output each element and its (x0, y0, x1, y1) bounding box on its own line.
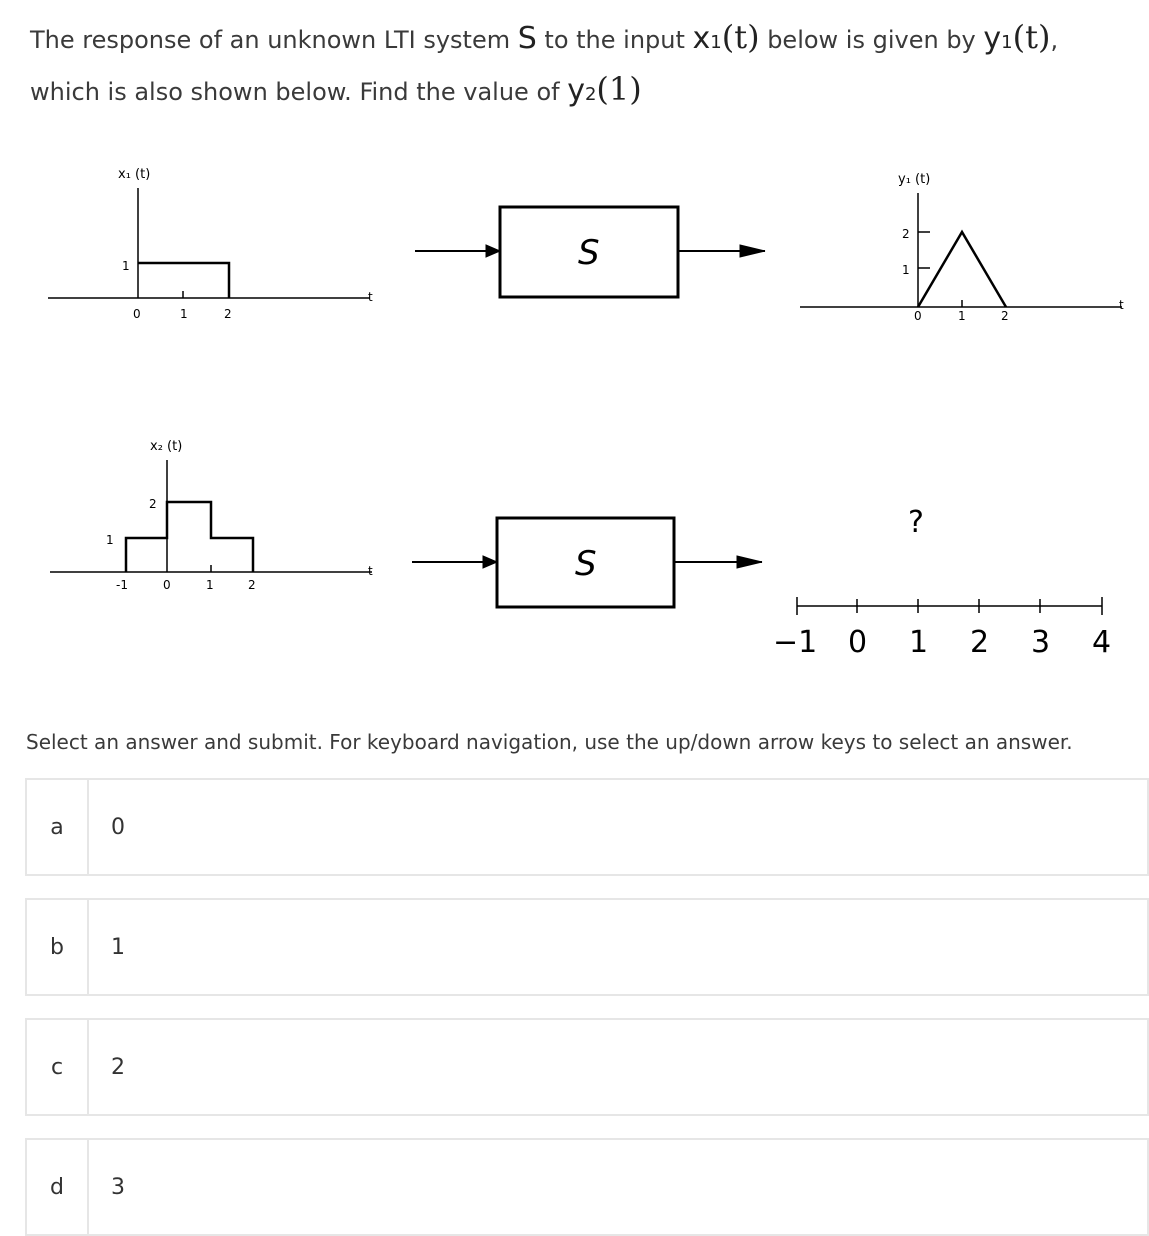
x1-symbol: x (692, 21, 711, 56)
x1-argument: (t) (721, 18, 760, 56)
y2-axis-tick-1: 1 (909, 625, 929, 660)
y2-axis-tick-4: 4 (1092, 625, 1112, 660)
top-system-label: S (578, 233, 600, 273)
option-letter: b (27, 900, 89, 994)
y2-axis-tick-3: 3 (1031, 625, 1051, 660)
x1-label: x₁ (t) (118, 167, 151, 182)
lti-system-figure (0, 130, 1149, 690)
y1-level-1: 1 (902, 263, 910, 277)
y1-argument: (t) (1012, 18, 1051, 56)
y2-argument: (1) (596, 70, 642, 108)
x1-tick-1: 1 (180, 307, 188, 321)
y1-subscript: 1 (1001, 32, 1013, 53)
x2-level-1: 1 (106, 533, 114, 547)
y1-t-label: t (1119, 298, 1124, 312)
x1-subscript: 1 (710, 32, 722, 53)
x2-t-label: t (368, 564, 373, 578)
y2-subscript: 2 (584, 84, 597, 105)
y1-tick-2: 2 (1001, 309, 1009, 323)
bottom-system-label: S (575, 544, 597, 584)
y1-symbol: y (983, 21, 1002, 56)
x2-plot (50, 460, 372, 572)
x2-tick-1: 1 (206, 578, 214, 592)
unknown-output-mark: ? (908, 505, 924, 540)
question-part: below is given by (759, 26, 984, 54)
answer-option-a[interactable] (25, 778, 1149, 876)
answer-option-c[interactable] (25, 1018, 1149, 1116)
question-text (30, 14, 1130, 118)
x2-tick-neg1: -1 (116, 578, 128, 592)
y2-axis (797, 597, 1102, 615)
option-letter: c (27, 1020, 89, 1114)
option-letter: a (27, 780, 89, 874)
option-value: 0 (111, 814, 125, 840)
x2-label: x₂ (t) (150, 439, 183, 454)
option-letter: d (27, 1140, 89, 1234)
question-part: , which is also shown below. Find the value of (30, 26, 1059, 106)
option-value: 3 (111, 1174, 125, 1200)
x1-t-label: t (368, 290, 373, 304)
y1-level-2: 2 (902, 227, 910, 241)
x1-tick-2: 2 (224, 307, 232, 321)
y2-axis-tick-neg1: −1 (773, 625, 818, 660)
y1-tick-1: 1 (958, 309, 966, 323)
answer-option-b[interactable] (25, 898, 1149, 996)
y2-axis-tick-0: 0 (848, 625, 868, 660)
y1-plot (800, 193, 1122, 307)
x2-tick-2: 2 (248, 578, 256, 592)
option-value: 2 (111, 1054, 125, 1080)
y1-tick-0: 0 (914, 309, 922, 323)
x1-tick-0: 0 (133, 307, 141, 321)
system-symbol: S (517, 21, 537, 56)
y2-axis-tick-2: 2 (970, 625, 990, 660)
y2-symbol: y (567, 73, 585, 108)
y1-label: y₁ (t) (898, 172, 931, 187)
question-part: The response of an unknown LTI system (30, 26, 518, 54)
instructions: Select an answer and submit. For keyboard navigation, use the up/down arrow keys to select an answer. (26, 730, 1073, 754)
question-part: to the input (536, 26, 693, 54)
answer-option-d[interactable] (25, 1138, 1149, 1236)
option-value: 1 (111, 934, 125, 960)
x2-level-2: 2 (149, 497, 157, 511)
x1-level-label: 1 (122, 259, 130, 273)
x2-tick-0: 0 (163, 578, 171, 592)
x1-plot (48, 188, 370, 298)
